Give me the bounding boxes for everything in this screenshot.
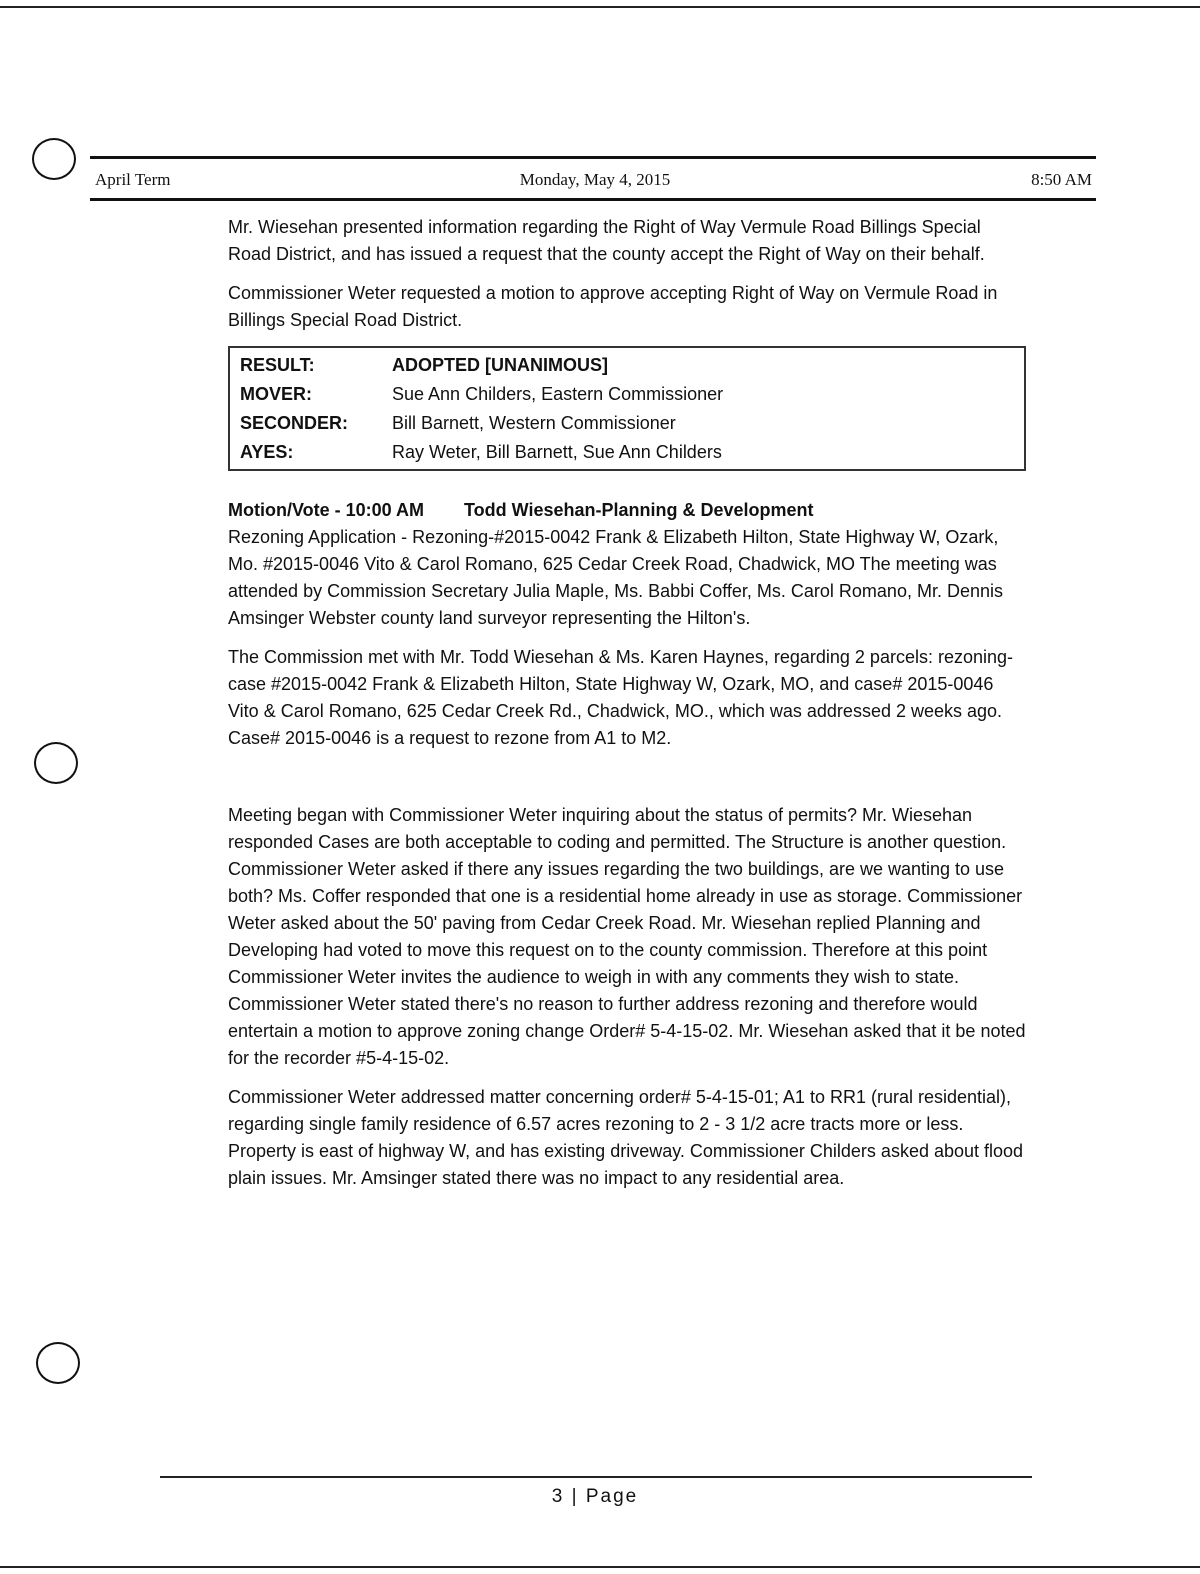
- intro-paragraph-2: Commissioner Weter requested a motion to approve accepting Right of Way on Vermule Road in Billings Special Road District.: [228, 283, 998, 330]
- seconder-label: SECONDER:: [240, 413, 349, 433]
- header-term: April Term: [95, 170, 171, 189]
- main-paragraph-2: Meeting began with Commissioner Weter inquiring about the status of permits? Mr. Wiesehan responded Cases are both acceptable to coding and permitted. The Structure is another question. Commissioner Weter asked if there any issues regarding the two buildings, are we wanting to use both? Ms. Coffer responded that one is a residential home already in use as storage. Commissioner Weter asked about the 50' paving from Cedar Creek Road. Mr. Wiesehan replied Planning and Developing had voted to move this request on to the county commission. Therefore at this point Commissioner Weter invites the audience to weigh in with any comments they wish to state. Commissioner Weter stated there's no reason to further address rezoning and therefore would entertain a motion to approve zoning change Order# 5-4-15-02. Mr. Wiesehan asked that it be noted for the recorder #5-4-15-02.: [228, 805, 1026, 1068]
- vote-result-box: [228, 346, 1026, 471]
- page-number: 3 | Page: [551, 1486, 639, 1507]
- minutes-body: [228, 214, 1028, 1204]
- motion-title-presenter: Todd Wiesehan-Planning & Development: [464, 500, 814, 520]
- result-label: RESULT:: [240, 355, 315, 375]
- seconder-value: Bill Barnett, Western Commissioner: [392, 413, 676, 433]
- motion-heading: [228, 497, 1028, 524]
- mover-label: MOVER:: [240, 384, 312, 404]
- punch-hole-middle: [34, 742, 78, 784]
- header-time: 8:50 AM: [1031, 170, 1092, 189]
- main-paragraph-1: The Commission met with Mr. Todd Wiesehan & Ms. Karen Haynes, regarding 2 parcels: rezoning-case #2015-0042 Frank & Elizabeth Hilton, State Highway W, Ozark, MO, and case# 2015-0046 Vito & Carol Romano, 625 Cedar Creek Rd., Chadwick, MO., which was addressed 2 weeks ago. Case# 2015-0046 is a request to rezone from A1 to M2.: [228, 647, 1014, 748]
- vote-row-ayes: [240, 438, 1014, 467]
- vote-row-mover: [240, 380, 1014, 409]
- header-date: Monday, May 4, 2015: [519, 170, 671, 189]
- motion-title-time: Motion/Vote - 10:00 AM: [228, 500, 425, 520]
- punch-hole-bottom: [36, 1342, 80, 1384]
- vote-row-seconder: [240, 409, 1014, 438]
- header-rule-top: [90, 156, 1096, 159]
- ayes-value: Ray Weter, Bill Barnett, Sue Ann Childers: [392, 442, 722, 462]
- motion-body: Rezoning Application - Rezoning-#2015-0042 Frank & Elizabeth Hilton, State Highway W, Ozark, Mo. #2015-0046 Vito & Carol Romano, 625 Cedar Creek Road, Chadwick, MO The meeting was attended by Commission Secretary Julia Maple, Ms. Babbi Coffer, Ms. Carol Romano, Mr. Dennis Amsinger Webster county land surveyor representing the Hilton's.: [228, 527, 1003, 628]
- footer-rule: [160, 1476, 1032, 1478]
- intro-paragraph-1: Mr. Wiesehan presented information regarding the Right of Way Vermule Road Billings Special Road District, and has issued a request that the county accept the Right of Way on their behalf.: [228, 217, 985, 264]
- main-paragraph-3: Commissioner Weter addressed matter concerning order# 5-4-15-01; A1 to RR1 (rural residential), regarding single family residence of 6.57 acres rezoning to 2 - 3 1/2 acre tracts more or less. Property is east of highway W, and has existing driveway. Commissioner Childers asked about flood plain issues. Mr. Amsinger stated there was no impact to any residential area.: [228, 1087, 1024, 1188]
- ayes-label: AYES:: [240, 442, 294, 462]
- page-top-edge: [0, 6, 1200, 8]
- header-rule-bottom: [90, 198, 1096, 201]
- page-bottom-edge: [0, 1566, 1200, 1568]
- result-value: ADOPTED [UNANIMOUS]: [392, 355, 608, 375]
- vote-row-result: [240, 351, 1014, 380]
- mover-value: Sue Ann Childers, Eastern Commissioner: [392, 384, 724, 404]
